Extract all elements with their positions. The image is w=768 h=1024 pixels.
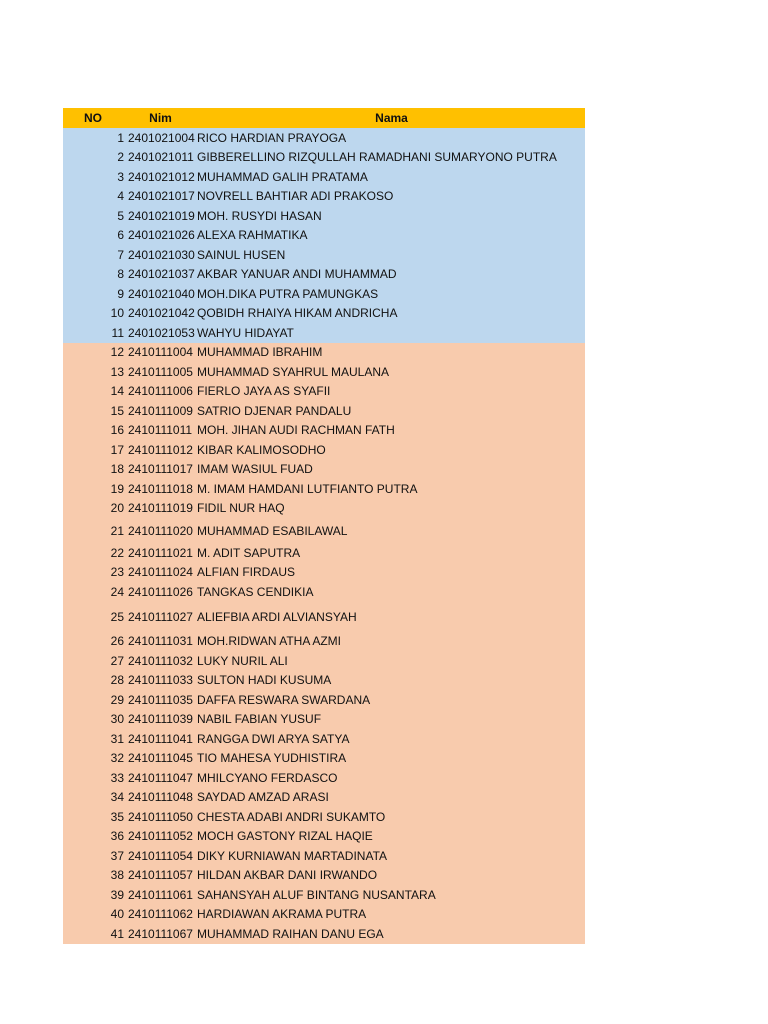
cell-nim: 2401021004 [128, 130, 195, 145]
cell-no: 23 [110, 565, 124, 580]
table-row [63, 788, 585, 808]
cell-nama: AKBAR YANUAR ANDI MUHAMMAD [197, 267, 397, 282]
cell-nim: 2410111004 [128, 345, 193, 360]
cell-no: 22 [110, 545, 124, 560]
cell-no: 40 [110, 907, 124, 922]
cell-nim: 2410111017 [128, 462, 193, 477]
table-row [63, 866, 585, 886]
table-row [63, 187, 585, 207]
table-row [63, 245, 585, 265]
cell-no: 9 [117, 286, 124, 301]
cell-nim: 2410111041 [128, 731, 193, 746]
cell-nama: MUHAMMAD RAIHAN DANU EGA [197, 926, 384, 941]
cell-no: 2 [117, 150, 124, 165]
cell-nama: MOH. JIHAN AUDI RACHMAN FATH [197, 423, 395, 438]
cell-nama: TIO MAHESA YUDHISTIRA [197, 751, 347, 766]
cell-nama: M. ADIT SAPUTRA [197, 545, 301, 560]
cell-no: 10 [110, 306, 124, 321]
cell-nama: RANGGA DWI ARYA SATYA [197, 731, 350, 746]
cell-nama: FIDIL NUR HAQ [197, 501, 285, 516]
table-row [63, 167, 585, 187]
cell-no: 13 [110, 364, 124, 379]
cell-nama: MUHAMMAD ESABILAWAL [197, 523, 348, 538]
cell-nama: DIKY KURNIAWAN MARTADINATA [197, 848, 388, 863]
table-row [63, 543, 585, 563]
table-row [63, 768, 585, 788]
table-row [63, 846, 585, 866]
cell-no: 38 [110, 868, 124, 883]
table-row [63, 284, 585, 304]
cell-no: 35 [110, 809, 124, 824]
cell-nama: SAINUL HUSEN [197, 247, 286, 262]
table-row [63, 602, 585, 632]
cell-nim: 2410111057 [128, 868, 193, 883]
cell-nama: HARDIAWAN AKRAMA PUTRA [197, 907, 367, 922]
table-row [63, 226, 585, 246]
cell-nim: 2410111045 [128, 751, 193, 766]
cell-no: 12 [110, 345, 124, 360]
cell-no: 16 [110, 423, 124, 438]
table-row [63, 362, 585, 382]
cell-no: 14 [110, 384, 124, 399]
table-row [63, 304, 585, 324]
cell-nim: 2410111026 [128, 584, 193, 599]
cell-nim: 2410111006 [128, 384, 193, 399]
cell-nim: 2410111050 [128, 809, 193, 824]
cell-nama: KIBAR KALIMOSODHO [197, 442, 326, 457]
cell-no: 31 [110, 731, 124, 746]
cell-nim: 2410111032 [128, 653, 193, 668]
cell-no: 27 [110, 653, 124, 668]
cell-nama: MHILCYANO FERDASCO [197, 770, 338, 785]
cell-nama: NOVRELL BAHTIAR ADI PRAKOSO [197, 189, 394, 204]
cell-nim: 2410111039 [128, 712, 193, 727]
cell-nim: 2410111033 [128, 673, 193, 688]
cell-no: 18 [110, 462, 124, 477]
table-row [63, 632, 585, 652]
cell-nama: IMAM WASIUL FUAD [197, 462, 313, 477]
cell-nim: 2401021042 [128, 306, 195, 321]
cell-no: 36 [110, 829, 124, 844]
cell-no: 21 [110, 523, 124, 538]
table-row [63, 729, 585, 749]
table-row [63, 582, 585, 602]
cell-nama: WAHYU HIDAYAT [197, 325, 294, 340]
cell-nim: 2410111009 [128, 403, 193, 418]
cell-no: 4 [117, 189, 124, 204]
table-row [63, 749, 585, 769]
cell-nim: 2410111011 [128, 423, 193, 438]
cell-nama: MOH.DIKA PUTRA PAMUNGKAS [197, 286, 379, 301]
cell-no: 24 [110, 584, 124, 599]
cell-no: 17 [110, 442, 124, 457]
table-row [63, 710, 585, 730]
cell-nama: QOBIDH RHAIYA HIKAM ANDRICHA [197, 306, 398, 321]
cell-no: 6 [117, 228, 124, 243]
cell-nim: 2401021037 [128, 267, 195, 282]
table-row [63, 518, 585, 543]
table-row [63, 206, 585, 226]
cell-no: 32 [110, 751, 124, 766]
table-row [63, 265, 585, 285]
table-row [63, 479, 585, 499]
cell-no: 25 [110, 609, 124, 624]
cell-nim: 2401021053 [128, 325, 195, 340]
table-row [63, 323, 585, 343]
table-row [63, 499, 585, 519]
cell-no: 28 [110, 673, 124, 688]
cell-nim: 2401021040 [128, 286, 195, 301]
cell-no: 20 [110, 501, 124, 516]
cell-no: 15 [110, 403, 124, 418]
table-row [63, 651, 585, 671]
cell-no: 34 [110, 790, 124, 805]
table-row [63, 343, 585, 363]
cell-nim: 2410111052 [128, 829, 193, 844]
cell-nim: 2410111062 [128, 907, 193, 922]
cell-nim: 2401021026 [128, 228, 195, 243]
cell-nama: TANGKAS CENDIKIA [197, 584, 314, 599]
cell-nim: 2401021019 [128, 208, 195, 223]
cell-nama: SATRIO DJENAR PANDALU [197, 403, 352, 418]
cell-nim: 2410111048 [128, 790, 193, 805]
cell-nama: HILDAN AKBAR DANI IRWANDO [197, 868, 378, 883]
cell-nama: MOCH GASTONY RIZAL HAQIE [197, 829, 373, 844]
cell-nim: 2410111061 [128, 887, 193, 902]
cell-nim: 2401021017 [128, 189, 195, 204]
table-row [63, 460, 585, 480]
cell-no: 29 [110, 692, 124, 707]
cell-no: 33 [110, 770, 124, 785]
table-row [63, 807, 585, 827]
cell-no: 30 [110, 712, 124, 727]
cell-nim: 2410111012 [128, 442, 193, 457]
cell-nim: 2410111027 [128, 609, 193, 624]
cell-nama: RICO HARDIAN PRAYOGA [197, 130, 347, 145]
table-row [63, 827, 585, 847]
table-body [63, 128, 585, 944]
table-row [63, 148, 585, 168]
table-row [63, 440, 585, 460]
cell-nama: DAFFA RESWARA SWARDANA [197, 692, 371, 707]
cell-nim: 2410111019 [128, 501, 193, 516]
header-nim: Nim [149, 111, 172, 125]
cell-no: 1 [117, 130, 124, 145]
cell-nama: SAYDAD AMZAD ARASI [197, 790, 329, 805]
cell-nama: SULTON HADI KUSUMA [197, 673, 332, 688]
cell-nama: LUKY NURIL ALI [197, 653, 288, 668]
cell-nama: MUHAMMAD IBRAHIM [197, 345, 323, 360]
cell-nim: 2410111020 [128, 523, 193, 538]
cell-nama: MOH.RIDWAN ATHA AZMI [197, 634, 342, 649]
table-row [63, 671, 585, 691]
cell-no: 5 [117, 208, 124, 223]
cell-nama: M. IMAM HAMDANI LUTFIANTO PUTRA [197, 481, 418, 496]
cell-no: 7 [117, 247, 124, 262]
table-row [63, 401, 585, 421]
cell-no: 8 [117, 267, 124, 282]
cell-no: 3 [117, 169, 124, 184]
table-row [63, 563, 585, 583]
table-header [63, 108, 585, 128]
cell-nama: MOH. RUSYDI HASAN [197, 208, 322, 223]
cell-nim: 2410111047 [128, 770, 193, 785]
cell-no: 26 [110, 634, 124, 649]
cell-nim: 2410111067 [128, 926, 193, 941]
table-row [63, 382, 585, 402]
table-row [63, 885, 585, 905]
cell-no: 39 [110, 887, 124, 902]
cell-nim: 2410111024 [128, 565, 193, 580]
table-row [63, 128, 585, 148]
cell-nim: 2410111035 [128, 692, 193, 707]
table-row [63, 421, 585, 441]
cell-nim: 2410111031 [128, 634, 193, 649]
header-no: NO [84, 111, 102, 125]
cell-nama: MUHAMMAD GALIH PRATAMA [197, 169, 368, 184]
cell-nama: ALIEFBIA ARDI ALVIANSYAH [197, 609, 357, 624]
table-row [63, 905, 585, 925]
cell-nama: GIBBERELLINO RIZQULLAH RAMADHANI SUMARYONO PUTRA [197, 150, 557, 165]
cell-nim: 2401021012 [128, 169, 195, 184]
cell-nama: ALFIAN FIRDAUS [197, 565, 296, 580]
cell-nama: MUHAMMAD SYAHRUL MAULANA [197, 364, 390, 379]
cell-no: 37 [110, 848, 124, 863]
cell-nim: 2401021011 [128, 150, 194, 165]
cell-nama: NABIL FABIAN YUSUF [197, 712, 322, 727]
cell-nim: 2410111018 [128, 481, 193, 496]
cell-nim: 2401021030 [128, 247, 195, 262]
student-table [63, 108, 585, 944]
table-row [63, 690, 585, 710]
cell-nim: 2410111021 [128, 545, 193, 560]
cell-no: 19 [110, 481, 124, 496]
cell-no: 41 [110, 926, 124, 941]
cell-no: 11 [111, 325, 124, 340]
cell-nama: FIERLO JAYA AS SYAFII [197, 384, 331, 399]
cell-nama: ALEXA RAHMATIKA [197, 228, 308, 243]
header-nama: Nama [375, 111, 408, 125]
cell-nama: CHESTA ADABI ANDRI SUKAMTO [197, 809, 386, 824]
cell-nama: SAHANSYAH ALUF BINTANG NUSANTARA [197, 887, 436, 902]
cell-nim: 2410111054 [128, 848, 193, 863]
table-row [63, 924, 585, 944]
cell-nim: 2410111005 [128, 364, 193, 379]
